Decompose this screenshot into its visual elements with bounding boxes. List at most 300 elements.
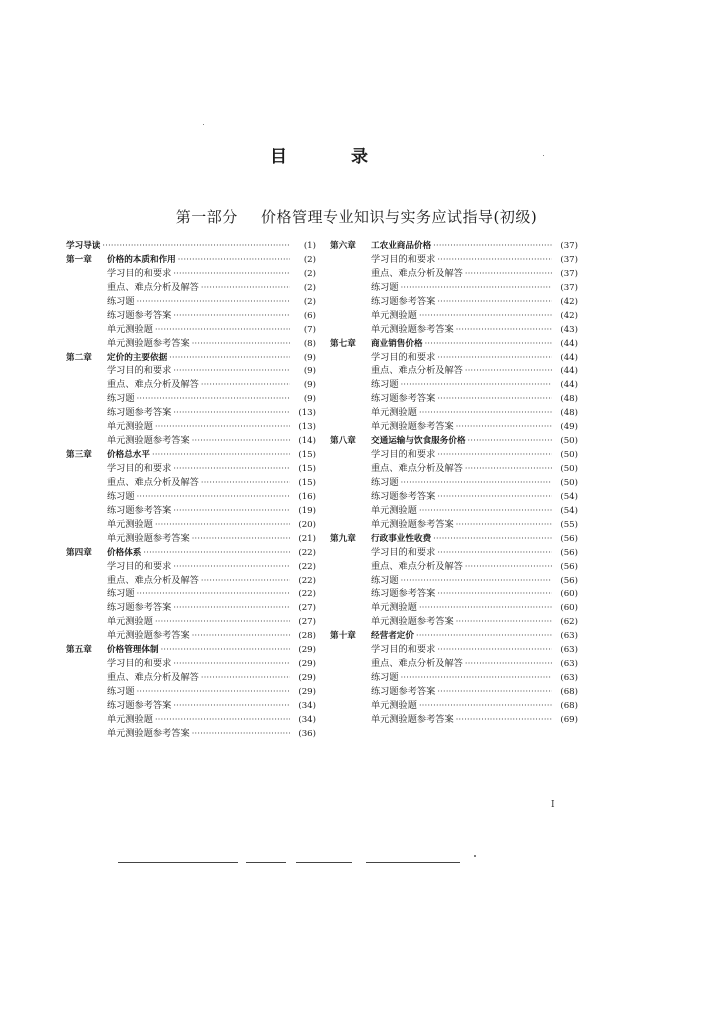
toc-leader-dots xyxy=(419,699,552,713)
toc-page-number: (1) xyxy=(303,241,316,251)
toc-entry-label: 学习目的和要求 xyxy=(371,351,436,363)
toc-leader-dots xyxy=(401,574,552,588)
toc-entry-row xyxy=(330,504,578,518)
toc-page-number: (2) xyxy=(303,254,316,265)
toc-leader-dots xyxy=(437,490,552,504)
toc-page-number: (63) xyxy=(560,659,578,670)
toc-page-number: (27) xyxy=(298,617,316,628)
toc-entry-label: 练习题 xyxy=(107,588,135,600)
scan-speck xyxy=(543,155,544,156)
toc-entry-row xyxy=(330,281,578,295)
toc-leader-dots xyxy=(419,601,552,615)
toc-entry-row xyxy=(330,587,578,601)
toc-page-number: (19) xyxy=(298,505,316,516)
toc-page-number: (9) xyxy=(303,394,316,405)
toc-entry-label: 重点、难点分析及解答 xyxy=(107,379,199,391)
toc-entry-label: 单元测验题 xyxy=(371,309,417,321)
toc-leader-dots xyxy=(178,253,290,267)
toc-entry-label: 练习题参考答案 xyxy=(371,295,436,307)
toc-right-column xyxy=(330,239,578,727)
toc-entry-label: 学习目的和要求 xyxy=(371,546,436,558)
toc-page-number: (15) xyxy=(298,477,316,488)
toc-leader-dots xyxy=(173,406,290,420)
toc-page-number: (60) xyxy=(560,603,578,614)
toc-leader-dots xyxy=(173,560,290,574)
toc-page-number: (34) xyxy=(298,700,316,711)
toc-leader-dots xyxy=(465,462,552,476)
toc-chapter-number: 第十章 xyxy=(330,631,356,642)
toc-entry-row xyxy=(66,476,316,490)
toc-entry-row xyxy=(330,392,578,406)
toc-page-number: (49) xyxy=(560,422,578,433)
toc-entry-row xyxy=(66,434,316,448)
toc-leader-dots xyxy=(465,657,552,671)
toc-leader-dots xyxy=(201,281,290,295)
toc-entry-label: 学习目的和要求 xyxy=(107,560,172,572)
toc-entry-row xyxy=(330,699,578,713)
toc-leader-dots xyxy=(137,295,290,309)
toc-entry-row xyxy=(66,671,316,685)
toc-leader-dots xyxy=(425,337,552,351)
toc-entry-row xyxy=(66,420,316,434)
toc-page-number: (48) xyxy=(560,394,578,405)
toc-entry-row xyxy=(66,587,316,601)
toc-page-number: (7) xyxy=(303,324,316,335)
toc-chapter-number: 第八章 xyxy=(330,436,356,447)
toc-leader-dots xyxy=(456,420,552,434)
toc-entry-label: 学习目的和要求 xyxy=(107,365,172,377)
toc-page-number: (37) xyxy=(560,254,578,265)
toc-leader-dots xyxy=(401,378,552,392)
toc-page-number: (2) xyxy=(303,282,316,293)
toc-page-number: (20) xyxy=(298,519,316,530)
toc-entry-label: 交通运输与饮食服务价格 xyxy=(371,436,466,447)
toc-leader-dots xyxy=(155,518,290,532)
toc-entry-row xyxy=(330,295,578,309)
toc-entry-row xyxy=(66,615,316,629)
toc-entry-label: 练习题 xyxy=(371,672,399,684)
toc-leader-dots xyxy=(419,309,552,323)
toc-chapter-number: 第六章 xyxy=(330,241,356,251)
toc-leader-dots xyxy=(155,323,290,337)
toc-entry-row xyxy=(66,629,316,643)
toc-leader-dots xyxy=(102,239,290,253)
toc-leader-dots xyxy=(155,615,290,629)
toc-leader-dots xyxy=(201,378,290,392)
toc-entry-label: 重点、难点分析及解答 xyxy=(371,267,463,279)
toc-page-number: (22) xyxy=(298,547,316,558)
toc-entry-row xyxy=(330,364,578,378)
toc-leader-dots xyxy=(465,560,552,574)
toc-page-number: (50) xyxy=(560,477,578,488)
toc-entry-row xyxy=(330,476,578,490)
toc-entry-label: 练习题参考答案 xyxy=(107,699,172,711)
toc-left-column xyxy=(66,239,316,741)
toc-chapter-row xyxy=(330,239,578,253)
toc-entry-label: 单元测验题参考答案 xyxy=(107,337,190,349)
toc-entry-label: 单元测验题 xyxy=(107,518,153,530)
toc-entry-label: 单元测验题参考答案 xyxy=(371,518,454,530)
toc-leader-dots xyxy=(173,267,290,281)
toc-entry-row xyxy=(66,574,316,588)
toc-page-number: (8) xyxy=(303,338,316,349)
toc-leader-dots xyxy=(137,392,290,406)
toc-page-number: (37) xyxy=(560,282,578,293)
toc-chapter-row xyxy=(330,532,578,546)
toc-entry-label: 单元测验题 xyxy=(107,616,153,628)
toc-entry-row xyxy=(330,546,578,560)
toc-entry-label: 学习目的和要求 xyxy=(371,644,436,656)
toc-entry-label: 经营者定价 xyxy=(371,631,414,642)
toc-entry-label: 价格管理体制 xyxy=(107,645,159,656)
toc-entry-row xyxy=(66,378,316,392)
toc-page-number: (37) xyxy=(560,268,578,279)
toc-page-number: (42) xyxy=(560,296,578,307)
toc-entry-row xyxy=(66,685,316,699)
toc-page-number: (56) xyxy=(560,575,578,586)
toc-entry-label: 练习题参考答案 xyxy=(371,490,436,502)
toc-entry-label: 练习题参考答案 xyxy=(371,393,436,405)
toc-leader-dots xyxy=(465,364,552,378)
toc-page-number: (9) xyxy=(303,352,316,363)
toc-entry-row xyxy=(66,309,316,323)
toc-leader-dots xyxy=(173,601,290,615)
toc-leader-dots xyxy=(401,281,552,295)
toc-entry-row xyxy=(66,518,316,532)
toc-page-number: (34) xyxy=(298,714,316,725)
toc-leader-dots xyxy=(173,462,290,476)
toc-chapter-number: 第四章 xyxy=(66,547,92,558)
toc-chapter-number: 第七章 xyxy=(330,338,356,349)
toc-leader-dots xyxy=(419,406,552,420)
toc-page-number: (54) xyxy=(560,505,578,516)
toc-leader-dots xyxy=(155,420,290,434)
toc-entry-row xyxy=(330,462,578,476)
toc-entry-label: 练习题参考答案 xyxy=(371,588,436,600)
toc-entry-row xyxy=(66,601,316,615)
toc-entry-row xyxy=(330,490,578,504)
toc-chapter-row xyxy=(330,337,578,351)
heading-char-2: 录 xyxy=(351,147,370,167)
toc-entry-label: 学习目的和要求 xyxy=(107,658,172,670)
toc-page-number: (15) xyxy=(298,464,316,474)
toc-leader-dots xyxy=(143,546,290,560)
toc-leader-dots xyxy=(437,351,552,365)
toc-page-number: (63) xyxy=(560,645,578,656)
toc-entry-row xyxy=(330,309,578,323)
toc-chapter-number: 第三章 xyxy=(66,450,92,461)
toc-leader-dots xyxy=(192,434,290,448)
toc-page-number: (29) xyxy=(298,659,316,670)
toc-entry-label: 学习目的和要求 xyxy=(107,267,172,279)
part-title xyxy=(0,206,713,227)
toc-entry-row xyxy=(330,448,578,462)
toc-entry-row xyxy=(66,392,316,406)
toc-entry-row xyxy=(66,462,316,476)
toc-entry-label: 单元测验题 xyxy=(371,602,417,614)
toc-chapter-number: 第一章 xyxy=(66,254,92,265)
toc-page-number: (69) xyxy=(560,714,578,725)
toc-leader-dots xyxy=(416,629,552,643)
toc-page-number: (44) xyxy=(560,352,578,363)
toc-entry-row xyxy=(66,364,316,378)
toc-entry-row xyxy=(330,560,578,574)
toc-page-number: (44) xyxy=(560,380,578,391)
toc-entry-label: 重点、难点分析及解答 xyxy=(107,672,199,684)
footer-rule-segment xyxy=(246,862,286,863)
toc-entry-row xyxy=(330,713,578,727)
toc-page-number: (68) xyxy=(560,700,578,711)
part-label: 第一部分 xyxy=(175,208,238,226)
toc-page-number: (68) xyxy=(560,687,578,697)
toc-chapter-row xyxy=(330,629,578,643)
toc-entry-row xyxy=(66,504,316,518)
toc-entry-row xyxy=(66,560,316,574)
toc-leader-dots xyxy=(201,476,290,490)
toc-entry-row xyxy=(330,601,578,615)
toc-entry-label: 练习题参考答案 xyxy=(107,504,172,516)
toc-chapter-number: 第二章 xyxy=(66,352,92,363)
toc-entry-label: 重点、难点分析及解答 xyxy=(371,658,463,670)
toc-entry-label: 重点、难点分析及解答 xyxy=(107,476,199,488)
toc-entry-label: 练习题 xyxy=(371,281,399,293)
toc-entry-row xyxy=(66,267,316,281)
toc-entry-row xyxy=(66,713,316,727)
toc-leader-dots xyxy=(456,713,552,727)
toc-entry-label: 学习目的和要求 xyxy=(107,463,172,474)
toc-entry-row xyxy=(66,281,316,295)
toc-page-number: (29) xyxy=(298,645,316,656)
toc-entry-label: 重点、难点分析及解答 xyxy=(371,463,463,474)
toc-entry-row xyxy=(66,727,316,741)
toc-leader-dots xyxy=(433,239,552,253)
toc-entry-label: 练习题 xyxy=(371,574,399,586)
toc-chapter-row xyxy=(66,448,316,462)
toc-leader-dots xyxy=(437,448,552,462)
toc-leader-dots xyxy=(155,713,290,727)
toc-leader-dots xyxy=(437,392,552,406)
toc-entry-label: 单元测验题 xyxy=(371,699,417,711)
toc-page-number: (27) xyxy=(298,603,316,614)
toc-leader-dots xyxy=(437,685,552,699)
toc-leader-dots xyxy=(401,671,552,685)
toc-leader-dots xyxy=(137,490,290,504)
toc-page-number: (44) xyxy=(560,338,578,349)
toc-entry-label: 行政事业性收费 xyxy=(371,533,432,544)
toc-entry-row xyxy=(66,657,316,671)
toc-entry-label: 重点、难点分析及解答 xyxy=(371,560,463,572)
toc-leader-dots xyxy=(173,504,290,518)
toc-leader-dots xyxy=(173,309,290,323)
toc-entry-row xyxy=(66,295,316,309)
toc-page-number: (63) xyxy=(560,631,578,642)
toc-chapter-row xyxy=(66,546,316,560)
toc-page-number: (50) xyxy=(560,436,578,447)
toc-entry-label: 工农业商品价格 xyxy=(371,241,432,251)
toc-chapter-row xyxy=(66,253,316,267)
toc-page-number: (6) xyxy=(303,310,316,321)
toc-entry-label: 单元测验题参考答案 xyxy=(371,323,454,335)
toc-entry-row xyxy=(330,643,578,657)
toc-entry-label: 练习题参考答案 xyxy=(107,309,172,321)
toc-entry-row xyxy=(330,518,578,532)
toc-entry-row xyxy=(330,253,578,267)
toc-page-number: (62) xyxy=(560,617,578,628)
toc-page-number: (48) xyxy=(560,408,578,419)
toc-page-number: (15) xyxy=(298,450,316,461)
toc-leader-dots xyxy=(468,434,552,448)
toc-entry-label: 单元测验题参考答案 xyxy=(371,616,454,628)
toc-leader-dots xyxy=(137,587,290,601)
toc-entry-label: 价格的本质和作用 xyxy=(107,254,176,265)
toc-entry-row xyxy=(330,323,578,337)
toc-leader-dots xyxy=(437,546,552,560)
toc-leader-dots xyxy=(192,727,290,741)
toc-entry-row xyxy=(330,574,578,588)
footer-rule-segment xyxy=(118,862,238,863)
toc-page-number: (14) xyxy=(298,436,316,447)
toc-leader-dots xyxy=(173,699,290,713)
toc-entry-label: 练习题 xyxy=(371,476,399,488)
toc-entry-row xyxy=(330,657,578,671)
toc-entry-label: 重点、难点分析及解答 xyxy=(107,574,199,586)
toc-leader-dots xyxy=(433,532,552,546)
toc-leader-dots xyxy=(169,351,290,365)
toc-page-number: (60) xyxy=(560,589,578,600)
toc-entry-row xyxy=(66,337,316,351)
toc-page-number: (28) xyxy=(298,631,316,642)
toc-leader-dots xyxy=(192,532,290,546)
toc-entry-label: 练习题 xyxy=(107,295,135,307)
toc-leader-dots xyxy=(456,615,552,629)
toc-entry-label: 单元测验题 xyxy=(107,421,153,433)
toc-page-number: (37) xyxy=(560,241,578,251)
scan-speck xyxy=(474,855,476,857)
toc-page-number: (43) xyxy=(560,324,578,335)
toc-entry-row xyxy=(330,615,578,629)
toc-leader-dots xyxy=(437,295,552,309)
toc-leader-dots xyxy=(137,685,290,699)
footer-rule-segment xyxy=(296,862,352,863)
toc-entry-label: 单元测验题参考答案 xyxy=(371,713,454,725)
toc-page-number: (2) xyxy=(303,268,316,279)
toc-entry-label: 定价的主要依据 xyxy=(107,352,168,363)
toc-leader-dots xyxy=(401,476,552,490)
toc-chapter-row xyxy=(330,434,578,448)
toc-page-number: (2) xyxy=(303,296,316,307)
toc-entry-label: 单元测验题 xyxy=(371,407,417,419)
toc-leader-dots xyxy=(201,671,290,685)
toc-page-number: (22) xyxy=(298,589,316,600)
toc-leader-dots xyxy=(437,253,552,267)
toc-entry-label: 单元测验题参考答案 xyxy=(107,532,190,544)
toc-entry-label: 练习题 xyxy=(107,393,135,405)
toc-entry-row xyxy=(66,532,316,546)
toc-entry-row xyxy=(330,378,578,392)
footer-rule-segment xyxy=(366,862,460,863)
toc-entry-label: 单元测验题参考答案 xyxy=(107,727,190,739)
toc-entry-row xyxy=(330,685,578,699)
toc-leader-dots xyxy=(419,504,552,518)
toc-leader-dots xyxy=(192,629,290,643)
toc-page-number: (29) xyxy=(298,673,316,684)
toc-leader-dots xyxy=(161,643,290,657)
toc-entry-label: 价格总水平 xyxy=(107,450,150,461)
toc-page-number: (22) xyxy=(298,575,316,586)
toc-entry-label: 单元测验题参考答案 xyxy=(107,435,190,447)
toc-chapter-row xyxy=(66,351,316,365)
toc-page-number: (50) xyxy=(560,464,578,474)
toc-entry-label: 练习题参考答案 xyxy=(371,686,436,697)
toc-page-number: (56) xyxy=(560,533,578,544)
scan-speck xyxy=(203,124,204,125)
toc-entry-label: 单元测验题参考答案 xyxy=(107,630,190,642)
toc-leader-dots xyxy=(192,337,290,351)
toc-entry-row xyxy=(330,671,578,685)
toc-entry-label: 练习题 xyxy=(107,686,135,697)
toc-leader-dots xyxy=(437,587,552,601)
toc-entry-label: 商业销售价格 xyxy=(371,338,423,349)
toc-entry-row xyxy=(330,406,578,420)
toc-leader-dots xyxy=(456,323,552,337)
toc-chapter-number: 学习导读 xyxy=(66,241,101,251)
toc-page-number: (9) xyxy=(303,380,316,391)
toc-entry-label: 重点、难点分析及解答 xyxy=(371,365,463,377)
toc-leader-dots xyxy=(173,364,290,378)
toc-page-number: (56) xyxy=(560,547,578,558)
toc-page-number: (21) xyxy=(298,533,316,544)
toc-entry-row xyxy=(66,699,316,713)
toc-page-number: (36) xyxy=(298,728,316,739)
toc-entry-label: 学习目的和要求 xyxy=(371,253,436,265)
toc-page-number: (29) xyxy=(298,687,316,697)
toc-page-number: (16) xyxy=(298,491,316,502)
toc-entry-label: 学习目的和要求 xyxy=(371,449,436,461)
toc-entry-label: 重点、难点分析及解答 xyxy=(107,281,199,293)
toc-entry-label: 单元测验题 xyxy=(107,323,153,335)
toc-page-number: (44) xyxy=(560,366,578,377)
toc-chapter-number: 第五章 xyxy=(66,645,92,656)
toc-page-number: (13) xyxy=(298,422,316,433)
toc-page-number: (54) xyxy=(560,491,578,502)
toc-leader-dots xyxy=(456,518,552,532)
toc-page-number: (63) xyxy=(560,673,578,684)
toc-lead-row xyxy=(66,239,316,253)
toc-entry-label: 单元测验题参考答案 xyxy=(371,421,454,433)
toc-page-number: (50) xyxy=(560,450,578,461)
toc-leader-dots xyxy=(201,574,290,588)
toc-page-number: (55) xyxy=(560,519,578,530)
toc-chapter-number: 第九章 xyxy=(330,533,356,544)
toc-entry-label: 练习题参考答案 xyxy=(107,602,172,614)
toc-entry-label: 价格体系 xyxy=(107,547,142,558)
toc-entry-row xyxy=(330,420,578,434)
toc-chapter-row xyxy=(66,643,316,657)
toc-entry-row xyxy=(66,323,316,337)
toc-page-number: (22) xyxy=(298,561,316,572)
toc-leader-dots xyxy=(173,657,290,671)
toc-page-number: (56) xyxy=(560,561,578,572)
toc-leader-dots xyxy=(465,267,552,281)
toc-entry-row xyxy=(66,406,316,420)
page-folio: I xyxy=(551,800,555,810)
toc-entry-row xyxy=(330,267,578,281)
toc-page-number: (42) xyxy=(560,310,578,321)
toc-page-number: (9) xyxy=(303,366,316,377)
toc-entry-row xyxy=(66,490,316,504)
toc-leader-dots xyxy=(152,448,290,462)
toc-page-number: (13) xyxy=(298,408,316,419)
